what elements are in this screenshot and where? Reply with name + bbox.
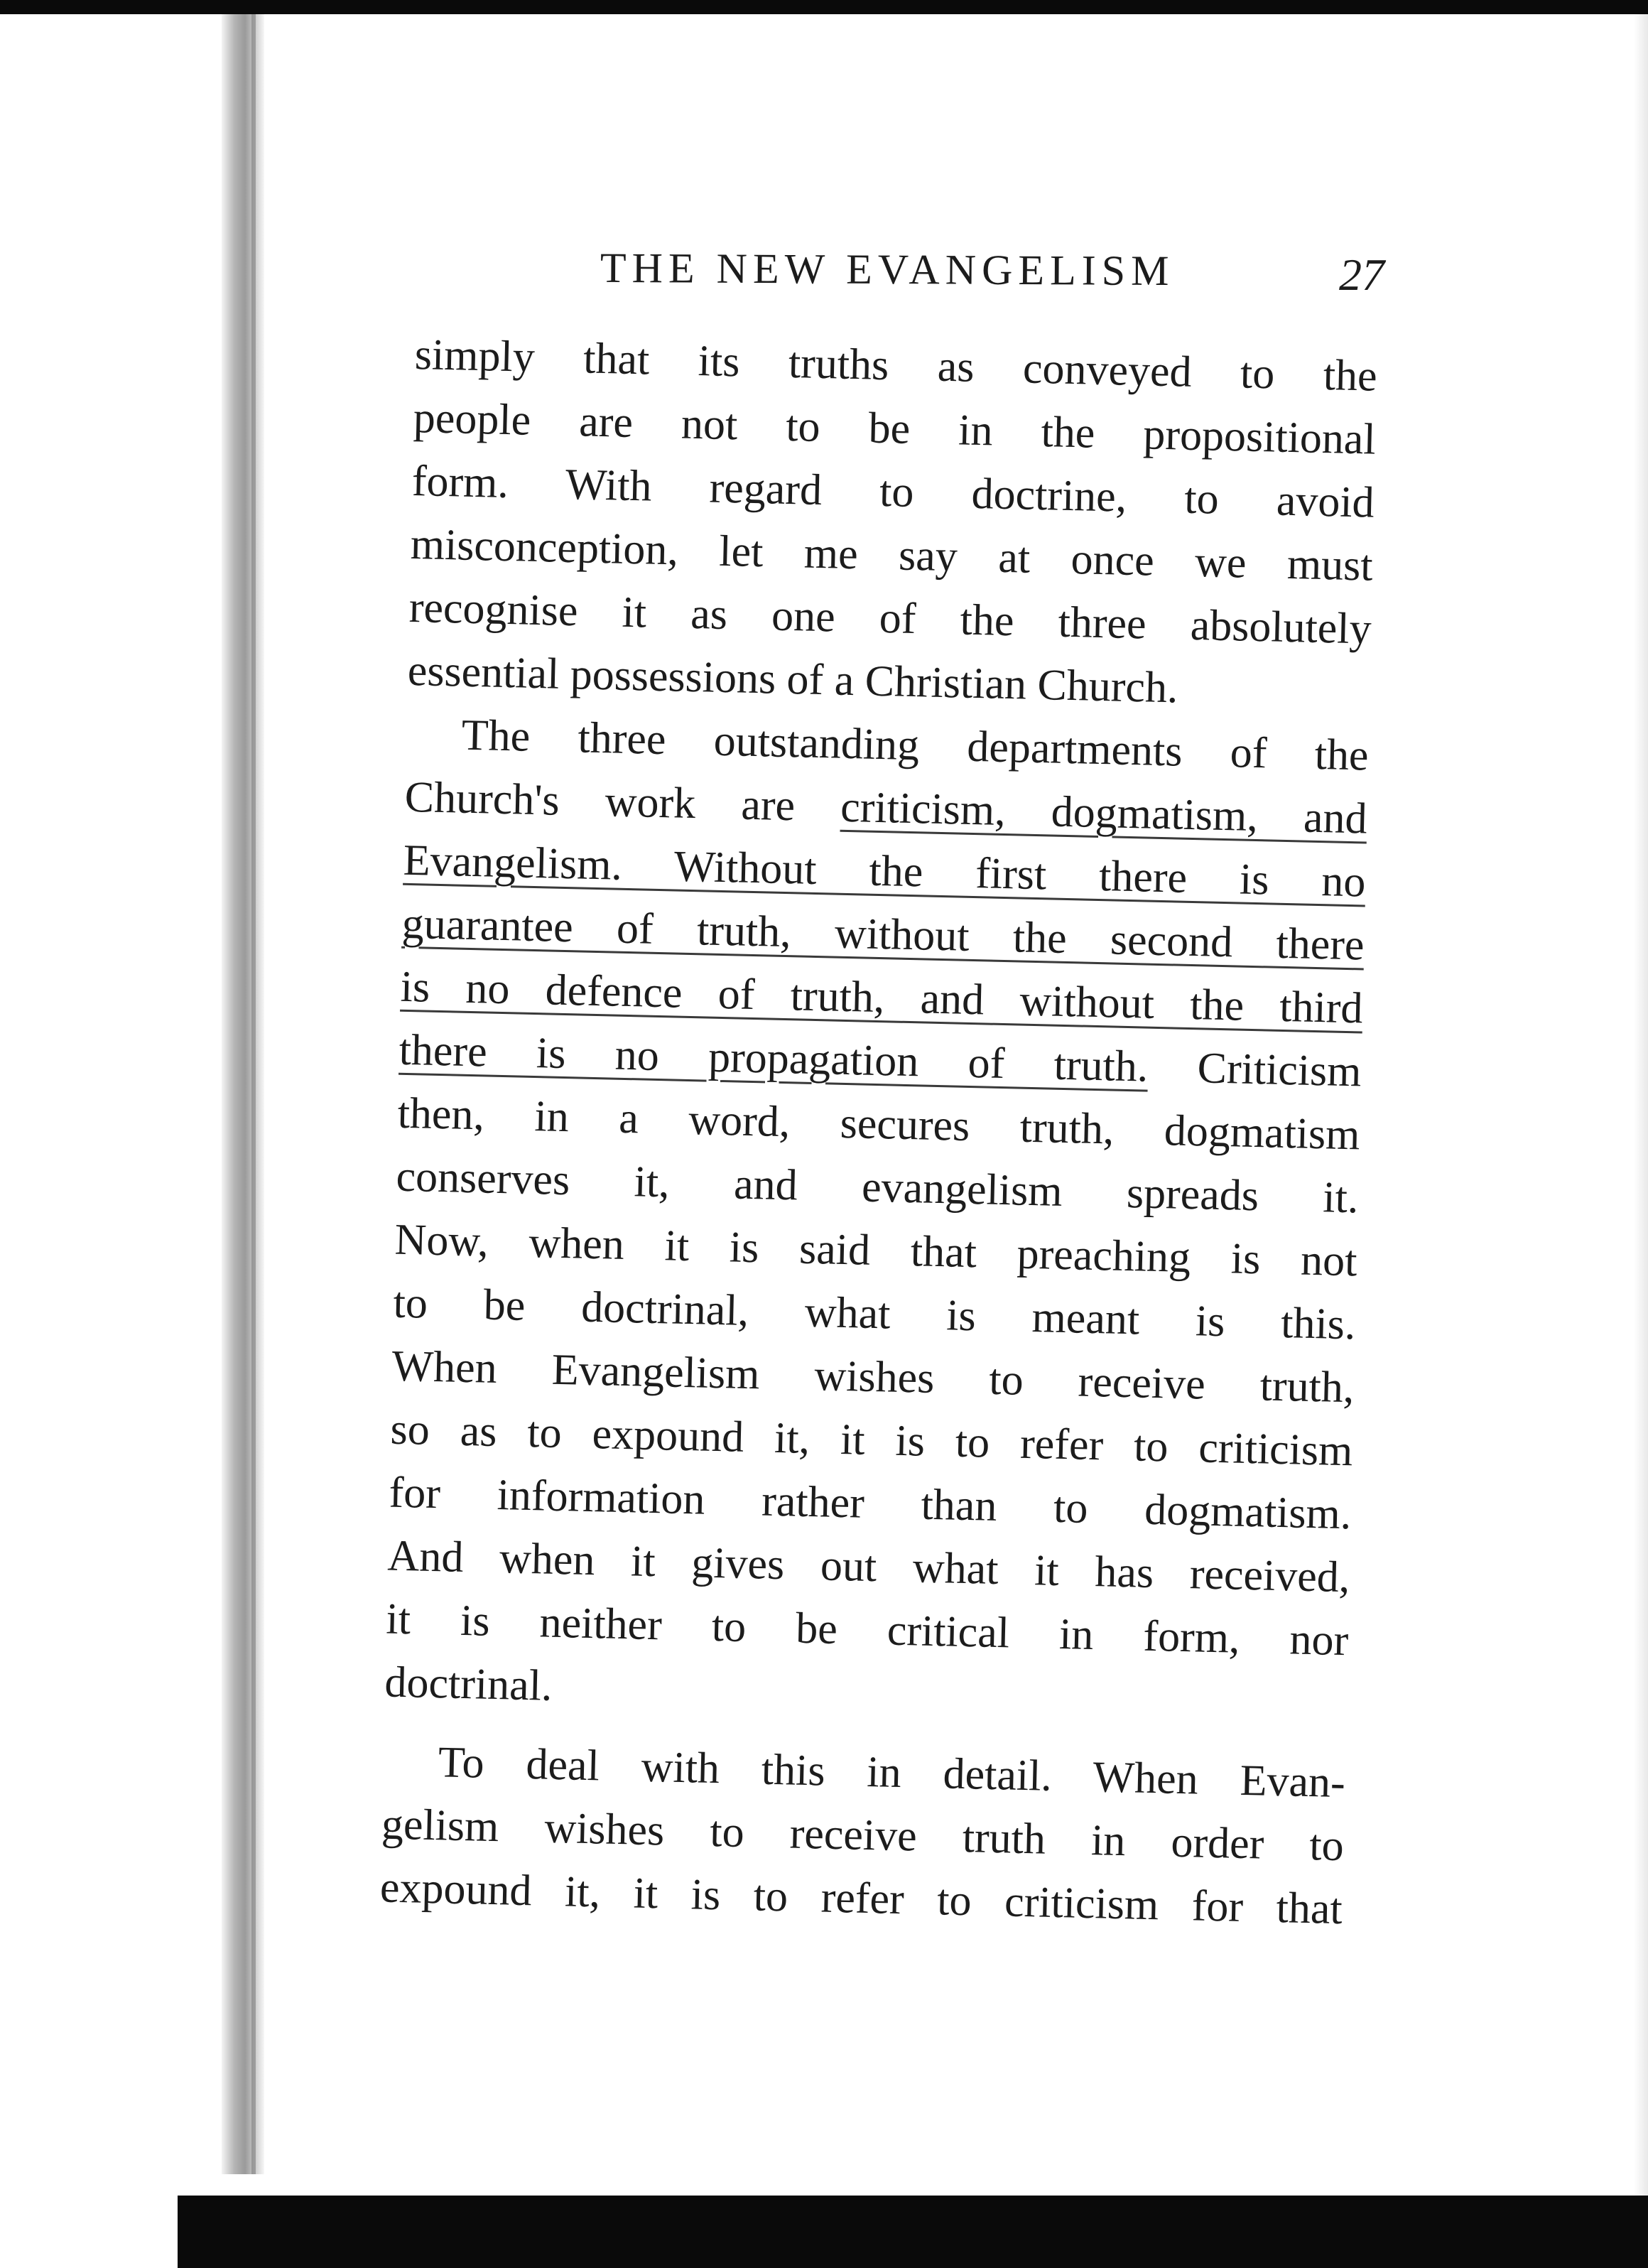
scan-bottom-border (178, 2196, 1648, 2268)
text-line: so as to expound it, it is to refer to criticism (389, 1405, 1354, 1476)
text-line: When Evangelism wishes to receive truth, (391, 1341, 1355, 1413)
text-line: simply that its truths as conveyed to the (414, 330, 1378, 401)
text-line: recognise it as one of the three absolutely (408, 583, 1372, 654)
underline-mark: is no defence of truth, and without the third (400, 962, 1364, 1033)
text-line: form. With regard to doctrine, to avoid (411, 456, 1375, 527)
text-line: essential possessions of a Christian Church. (407, 646, 1179, 713)
text-line-underlined: Church's work are criticism, dogmatism, and (404, 772, 1368, 843)
running-head-title: THE NEW EVANGELISM (600, 244, 1175, 295)
text-line-underlined: there is no propagation of truth. Criticism (399, 1025, 1362, 1096)
text-line: Now, when it is said that preaching is not (394, 1215, 1358, 1286)
text-line: doctrinal. (384, 1658, 553, 1710)
book-spine-shadow (222, 14, 264, 2174)
text-line: And when it gives out what it has received, (386, 1531, 1351, 1602)
text-line: for information rather than to dogmatism. (388, 1468, 1352, 1539)
text-line: to be doctrinal, what is meant is this. (392, 1278, 1357, 1349)
text-line: gelism wishes to receive truth in order to (381, 1800, 1345, 1871)
underline-mark: there is no propagation of truth. (399, 1025, 1149, 1091)
running-head (426, 245, 1392, 302)
text-line: expound it, it is to refer to criticism for that (379, 1863, 1343, 1934)
text-line: The three outstanding departments of the (461, 711, 1370, 780)
text-line: To deal with this in detail. When Evan- (438, 1738, 1346, 1808)
text-line: conserves it, and evangelism spreads it. (395, 1152, 1360, 1223)
text-line: it is neither to be critical in form, nor (385, 1594, 1350, 1665)
page-edge (1634, 14, 1648, 2196)
book-gutter-line (251, 14, 256, 2174)
body-text (379, 323, 1378, 1941)
underline-mark: Evangelism. Without the first there is no (403, 836, 1367, 907)
underline-mark: criticism, dogmatism, and (840, 782, 1368, 843)
scan-top-border (0, 0, 1648, 14)
underline-mark: guarantee of truth, without the second there (401, 899, 1365, 970)
text-line: people are not to be in the propositional (413, 393, 1377, 464)
text-line: then, in a word, secures truth, dogmatism (397, 1089, 1361, 1160)
page-number: 27 (1339, 249, 1384, 300)
text-line: misconception, let me say at once we must (410, 519, 1374, 590)
